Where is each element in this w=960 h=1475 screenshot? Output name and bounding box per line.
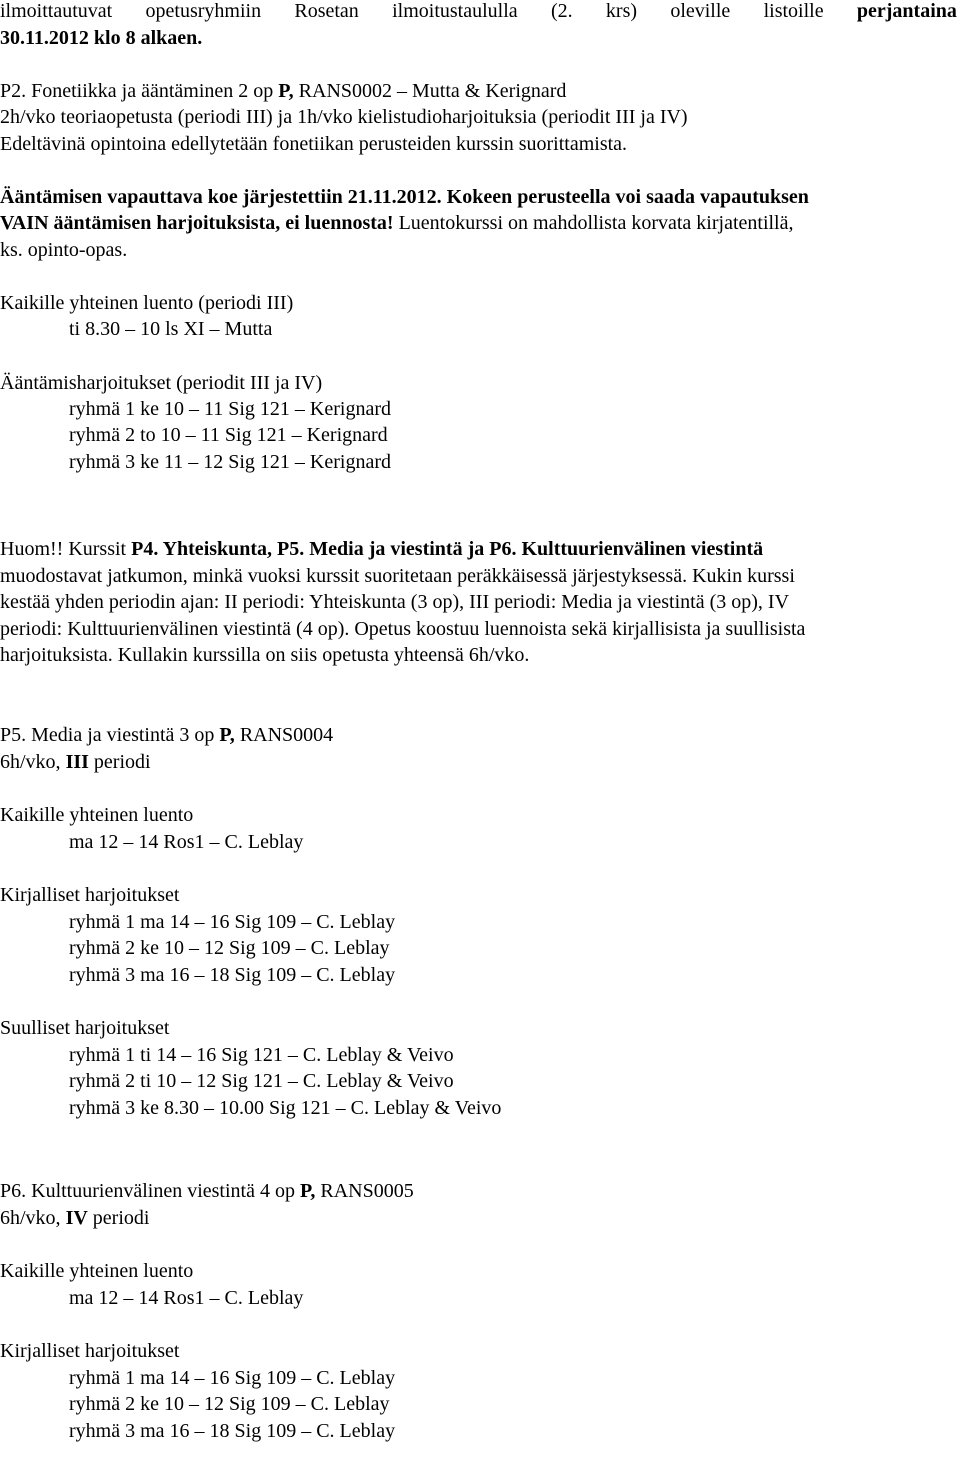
p5-hours-rest: periodi [88,751,151,773]
p5-written-group-2: ryhmä 2 ke 10 – 12 Sig 109 – C. Leblay [69,937,390,959]
notice-date-bold-2: 30.11.2012 klo 8 alkaen. [0,27,203,49]
p2-title-text: P2. Fonetiikka ja ääntäminen 2 op [0,80,279,102]
p5-lecture-time: ma 12 – 14 Ros1 – C. Leblay [69,831,304,853]
notice-date-bold: perjantaina [856,0,957,22]
p5-title-bold: P, [219,724,235,746]
notice-word: krs) [605,0,638,22]
p5-written-group-1: ryhmä 1 ma 14 – 16 Sig 109 – C. Leblay [69,911,396,933]
p2-lecture-time: ti 8.30 – 10 ls XI – Mutta [69,318,273,340]
notice-word: (2. [550,0,573,22]
p6-title [0,1178,414,1204]
p6-written-heading: Kirjalliset harjoitukset [0,1340,180,1362]
notice-line-2 [0,25,202,51]
p2-exercises-heading: Ääntämisharjoitukset (periodit III ja IV) [0,372,323,394]
p5-oral-heading: Suulliset harjoitukset [0,1017,170,1039]
p6-written-group-3: ryhmä 3 ma 16 – 18 Sig 109 – C. Leblay [69,1420,396,1442]
p5-hours-text: 6h/vko, [0,751,66,773]
notice-word: Rosetan [294,0,359,22]
p2-exemption-line-1 [0,184,809,210]
p5-period-bold: III [65,751,89,773]
p2-exemption-bold-2: VAIN ääntämisen harjoituksista, ei luennosta! [0,212,394,234]
p2-exemption-line-2 [0,210,794,236]
p6-hours-rest: periodi [87,1207,150,1229]
p6-period-bold: IV [65,1207,88,1229]
p2-title-bold: P, [278,80,294,102]
p5-title-text: P5. Media ja viestintä 3 op [0,724,220,746]
p6-title-rest: RANS0005 [315,1180,414,1202]
p2-group-3: ryhmä 3 ke 11 – 12 Sig 121 – Kerignard [69,451,391,473]
huom-line-1 [0,536,763,562]
p5-oral-group-1: ryhmä 1 ti 14 – 16 Sig 121 – C. Leblay & Veivo [69,1044,454,1066]
p6-title-text: P6. Kulttuurienvälinen viestintä 4 op [0,1180,300,1202]
p2-group-2: ryhmä 2 to 10 – 11 Sig 121 – Kerignard [69,424,388,446]
notice-word: oleville [670,0,731,22]
huom-line-3: kestää yhden periodin ajan: II periodi: Yhteiskunta (3 op), III periodi: Media ja viestintä (3 op), IV [0,591,790,613]
p5-oral-group-2: ryhmä 2 ti 10 – 12 Sig 121 – C. Leblay & Veivo [69,1070,454,1092]
p2-exemption-rest: Luentokurssi on mahdollista korvata kirjatentillä, [393,212,794,234]
p2-title-rest: RANS0002 – Mutta & Kerignard [293,80,567,102]
p2-desc-2: Edeltävinä opintoina edellytetään fonetiikan perusteiden kurssin suorittamista. [0,133,628,155]
p5-title [0,722,333,748]
notice-word: listoille [763,0,824,22]
huom-prefix: Huom!! Kurssit [0,538,132,560]
p6-lecture-heading: Kaikille yhteinen luento [0,1260,194,1282]
p5-written-group-3: ryhmä 3 ma 16 – 18 Sig 109 – C. Leblay [69,964,396,986]
huom-line-4: periodi: Kulttuurienvälinen viestintä (4 op). Opetus koostuu luennoista sekä kirjallisista ja suullisista [0,618,806,640]
p6-hours [0,1205,149,1231]
p5-written-heading: Kirjalliset harjoitukset [0,884,180,906]
p6-written-group-1: ryhmä 1 ma 14 – 16 Sig 109 – C. Leblay [69,1367,396,1389]
p2-lecture-heading: Kaikille yhteinen luento (periodi III) [0,292,294,314]
p5-hours [0,749,151,775]
p6-title-bold: P, [299,1180,316,1202]
p6-written-group-2: ryhmä 2 ke 10 – 12 Sig 109 – C. Leblay [69,1393,390,1415]
p6-hours-text: 6h/vko, [0,1207,66,1229]
huom-line-2: muodostavat jatkumon, minkä vuoksi kurssit suoritetaan peräkkäisessä järjestyksessä. Kukin kurssi [0,565,795,587]
p2-exemption-bold: Ääntämisen vapauttava koe järjestettiin 21.11.2012. Kokeen perusteella voi saada vapautuksen [0,186,809,208]
p6-lecture-time: ma 12 – 14 Ros1 – C. Leblay [69,1287,304,1309]
huom-courses-bold: P4. Yhteiskunta, P5. Media ja viestintä ja P6. Kulttuurienvälinen viestintä [131,538,764,560]
huom-line-5: harjoituksista. Kullakin kurssilla on siis opetusta yhteensä 6h/vko. [0,644,530,666]
p5-title-rest: RANS0004 [234,724,334,746]
p2-desc-1: 2h/vko teoriaopetusta (periodi III) ja 1h/vko kielistudioharjoituksia (periodit III ja IV) [0,106,688,128]
p2-group-1: ryhmä 1 ke 10 – 11 Sig 121 – Kerignard [69,398,391,420]
notice-word: opetusryhmiin [145,0,262,22]
p2-title [0,78,566,104]
p2-exemption-line-3: ks. opinto-opas. [0,239,128,261]
notice-word: ilmoittautuvat [0,0,113,22]
p5-lecture-heading: Kaikille yhteinen luento [0,804,194,826]
p5-oral-group-3: ryhmä 3 ke 8.30 – 10.00 Sig 121 – C. Leblay & Veivo [69,1097,502,1119]
notice-word: ilmoitustaululla [392,0,518,22]
notice-line-1 [0,0,957,24]
